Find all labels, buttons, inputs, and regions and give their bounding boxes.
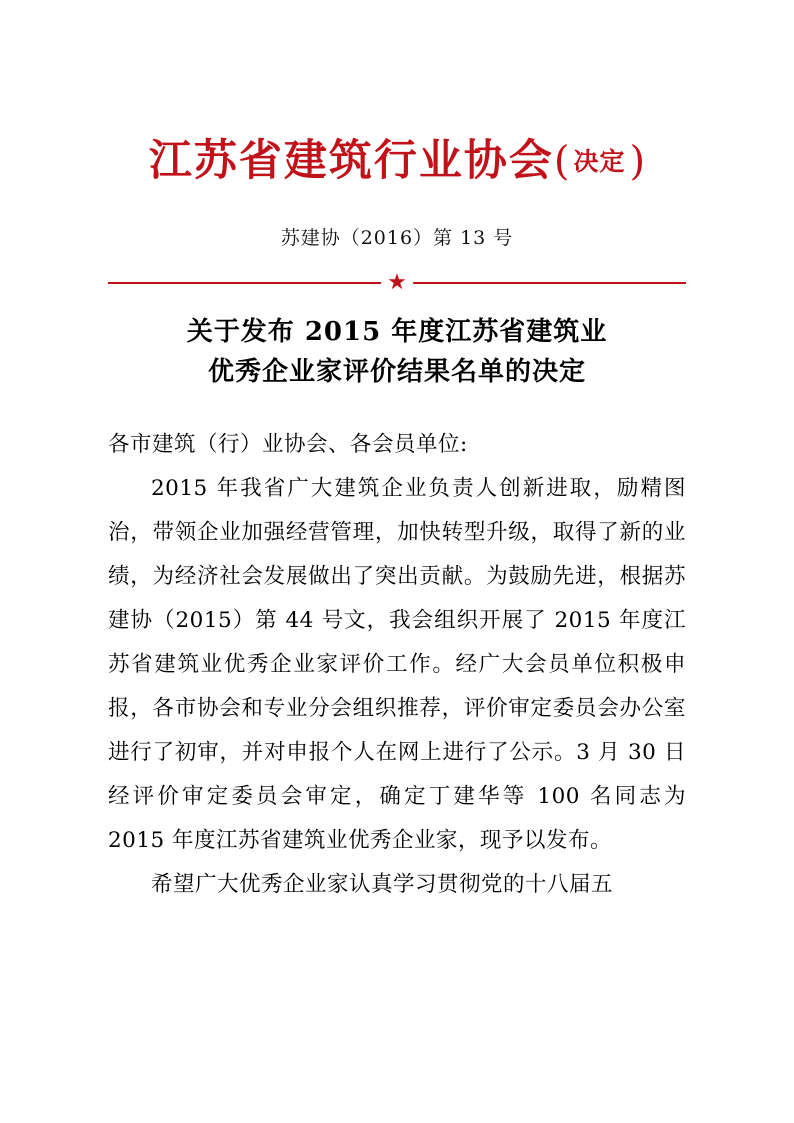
body-paragraph-1: 2015 年我省广大建筑企业负责人创新进取，励精图治，带领企业加强经营管理，加快转型升级，取得了新的业绩，为经济社会发展做出了突出贡献。为鼓励先进，根据苏建协（2015）第 44 号文，我会组织开展了 2015 年度江苏省建筑业优秀企业家评价工作。经广大会员单位积极申报，各市协会和专业分会组织推荐，评价审定委员会办公室进行了初审，并对申报个人在网上进行了公示。3 月 30 日经评价审定委员会审定，确定丁建华等 100 名同志为 2015 年度江苏省建筑业优秀企业家，现予以发布。 xyxy=(108,475,686,854)
salutation: 各市建筑（行）业协会、各会员单位: xyxy=(108,431,468,457)
document-number: 苏建协（2016）第 13 号 xyxy=(280,227,514,249)
document-masthead xyxy=(108,136,686,186)
star-icon: ★ xyxy=(381,272,413,294)
red-divider xyxy=(108,270,686,295)
document-type-label: 决定 xyxy=(573,147,626,176)
page-title-line-1: 关于发布 2015 年度江苏省建筑业 xyxy=(186,317,608,347)
body-paragraph-2: 希望广大优秀企业家认真学习贯彻党的十八届五 xyxy=(151,872,614,898)
masthead-right-paren: ) xyxy=(629,138,646,185)
document-body xyxy=(108,423,686,908)
masthead-left-paren: ( xyxy=(553,138,570,185)
page-title-line-2: 优秀企业家评价结果名单的决定 xyxy=(207,357,586,388)
page-title xyxy=(108,312,686,393)
issuing-organization: 江苏省建筑行业协会 xyxy=(148,136,554,186)
